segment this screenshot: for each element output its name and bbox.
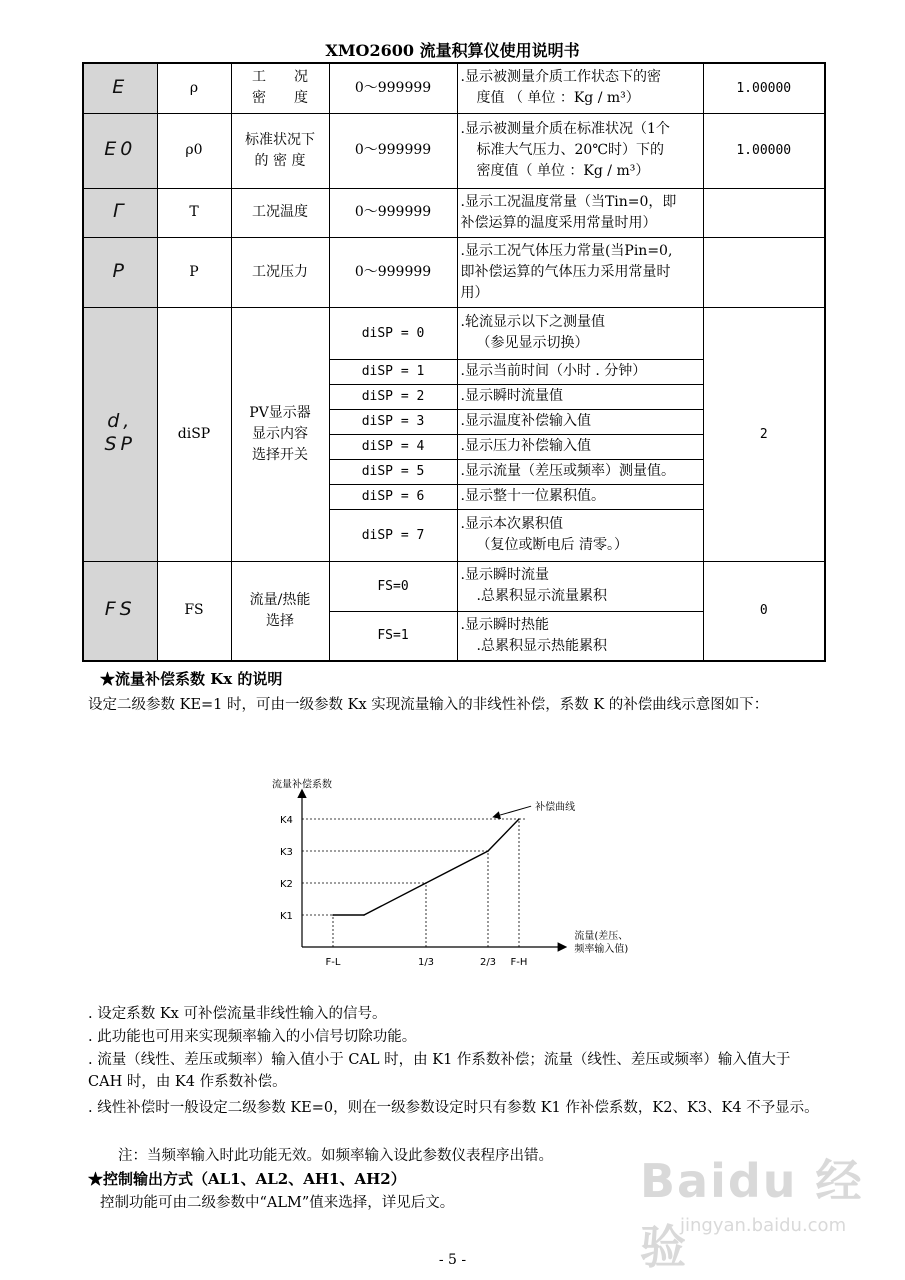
cell-line: .显示压力补偿输入值 xyxy=(460,438,591,454)
display-code: FS xyxy=(104,598,136,621)
cell-line: .显示被测量介质在标准状况（1个 xyxy=(460,121,670,137)
cell-line: 显示内容 xyxy=(252,425,308,442)
cell-line: 标准状况下 xyxy=(245,131,315,148)
description-cell xyxy=(457,188,703,237)
display-code-cell xyxy=(83,188,157,237)
curve-point xyxy=(332,914,334,916)
x-tick-label: F-H xyxy=(510,957,528,968)
option-value-cell: diSP = 6 xyxy=(329,484,457,509)
name-cell xyxy=(231,113,329,188)
watermark-url: jingyan.baidu.com xyxy=(680,1215,847,1236)
x-axis-label-line-1: 流量(差压、 xyxy=(574,931,629,942)
display-code: Γ xyxy=(112,200,128,222)
symbol-cell: P xyxy=(157,237,231,307)
compensation-curve xyxy=(333,819,519,915)
y-tick-label: K3 xyxy=(280,847,293,858)
option-value-cell: diSP = 0 xyxy=(329,307,457,359)
table-row xyxy=(83,188,825,237)
option-value-cell: diSP = 4 xyxy=(329,434,457,459)
default-cell xyxy=(703,237,825,307)
name-cell xyxy=(231,237,329,307)
page-number: - 5 - xyxy=(438,1252,467,1268)
range-cell: 0～999999 xyxy=(329,63,457,113)
option-description-cell xyxy=(457,561,703,611)
display-code-cell xyxy=(83,307,157,561)
note-item: . 此功能也可用来实现频率输入的小信号切除功能。 xyxy=(88,1029,417,1045)
cell-line: 的 密 度 xyxy=(254,152,306,169)
description-cell xyxy=(457,63,703,113)
cell-line: 标准大气压力、20℃时）下的 xyxy=(476,142,664,158)
option-description-cell xyxy=(457,359,703,384)
baidu-watermark xyxy=(640,1145,890,1274)
note-item: . 设定系数 Kx 可补偿流量非线性输入的信号。 xyxy=(88,1006,387,1022)
table-row xyxy=(83,63,825,113)
table-row xyxy=(83,307,825,359)
cell-line: 选择开关 xyxy=(252,446,308,463)
cell-line: 工况温度 xyxy=(252,204,308,220)
display-code-cell xyxy=(83,561,157,661)
symbol-cell: ρ xyxy=(157,63,231,113)
range-cell: 0～999999 xyxy=(329,113,457,188)
display-code-cell xyxy=(83,63,157,113)
table-row xyxy=(83,561,825,611)
curve-annotation-arrow xyxy=(496,806,531,816)
curve-point xyxy=(425,882,427,884)
name-cell xyxy=(231,307,329,561)
cell-line: 度值 （ 单位 ：Kg / m³） xyxy=(476,90,640,107)
name-cell xyxy=(231,188,329,237)
note-item: . 线性补偿时一般设定二级参数 KE=0，则在一级参数设定时只有参数 K1 作补偿系数，K2、K3、K4 不予显示。 xyxy=(88,1100,819,1116)
display-code: E0 xyxy=(104,138,137,160)
display-code: E xyxy=(112,75,129,98)
option-value-cell: diSP = 5 xyxy=(329,459,457,484)
default-cell xyxy=(703,188,825,237)
cell-line: .显示本次累积值 xyxy=(460,516,563,532)
cell-line: .显示瞬时热能 xyxy=(460,616,549,633)
cell-line: 流量/热能 xyxy=(249,591,311,608)
default-cell: 0 xyxy=(703,561,825,661)
description-cell xyxy=(457,237,703,307)
cell-line: 工况压力 xyxy=(252,263,308,280)
alarm-heading-text: ★控制输出方式（AL1、AL2、AH1、AH2） xyxy=(88,1170,406,1188)
default-cell: 1.00000 xyxy=(703,113,825,188)
cell-line: 选择 xyxy=(266,612,294,629)
cell-line: .总累积显示热能累积 xyxy=(476,637,607,654)
range-cell: 0～999999 xyxy=(329,237,457,307)
option-description-cell xyxy=(457,459,703,484)
default-cell: 1.00000 xyxy=(703,63,825,113)
curve-point xyxy=(363,914,365,916)
parameter-table xyxy=(82,62,826,662)
option-value-cell: FS=1 xyxy=(329,611,457,661)
note-item: . 流量（线性、差压或频率）输入值小于 CAL 时，由 K1 作系数补偿；流量（线性、差压或频率）输入值大于 CAH 时，由 K4 作系数补偿。 xyxy=(88,1052,791,1090)
alarm-section-heading xyxy=(88,1168,406,1189)
remark-note: 注：当频率输入时此功能无效。如频率输入设此参数仪表程序出错。 xyxy=(118,1148,553,1164)
option-value-cell: diSP = 3 xyxy=(329,409,457,434)
table-row xyxy=(83,113,825,188)
cell-line: 密 度 xyxy=(252,90,308,107)
curve-point xyxy=(487,850,489,852)
name-cell xyxy=(231,561,329,661)
x-tick-label: 2/3 xyxy=(479,957,497,968)
option-description-cell xyxy=(457,434,703,459)
symbol-cell: FS xyxy=(157,561,231,661)
cell-line: （复位或断电后 清零。） xyxy=(476,537,628,553)
cell-line: .显示被测量介质工作状态下的密 xyxy=(460,69,661,86)
option-value-cell: FS=0 xyxy=(329,561,457,611)
description-cell xyxy=(457,113,703,188)
watermark-logo: Baidu 经验 xyxy=(640,1154,864,1274)
x-tick-label: 1/3 xyxy=(417,957,435,968)
display-code: P xyxy=(112,259,128,282)
option-description-cell xyxy=(457,484,703,509)
cell-line: .显示流量（差压或频率）测量值。 xyxy=(460,463,675,479)
alarm-section-text: 控制功能可由二级参数中“ALM”值来选择，详见后文。 xyxy=(100,1195,455,1211)
option-description-cell xyxy=(457,611,703,661)
curve-point xyxy=(518,818,520,820)
symbol-cell: T xyxy=(157,188,231,237)
y-tick-label: K1 xyxy=(280,911,293,922)
y-tick-label: K2 xyxy=(280,879,293,890)
y-axis-label: 流量补偿系数 xyxy=(272,779,332,791)
symbol-cell: diSP xyxy=(157,307,231,561)
cell-line: 工 况 xyxy=(252,69,308,86)
symbol-cell: ρ0 xyxy=(157,113,231,188)
cell-line: .总累积显示流量累积 xyxy=(476,588,607,604)
cell-line: （参见显示切换） xyxy=(476,335,589,351)
cell-line: .显示工况气体压力常量(当Pin=0, xyxy=(460,242,673,259)
option-description-cell xyxy=(457,307,703,359)
cell-line: .显示瞬时流量 xyxy=(460,567,549,583)
cell-line: 即补偿运算的气体压力采用常量时 xyxy=(460,263,671,280)
display-code-cell xyxy=(83,237,157,307)
cell-line: 密度值（ 单位 ：Kg / m³） xyxy=(476,163,650,179)
curve-annotation-label: 补偿曲线 xyxy=(535,802,576,814)
cell-line: 用） xyxy=(460,284,489,301)
cell-line: .轮流显示以下之测量值 xyxy=(460,314,605,330)
cell-line: .显示当前时间（小时 . 分钟） xyxy=(460,363,647,379)
option-value-cell: diSP = 7 xyxy=(329,509,457,561)
cell-line: .显示瞬时流量值 xyxy=(460,388,563,404)
range-cell: 0～999999 xyxy=(329,188,457,237)
x-axis-label-line-2: 频率输入值) xyxy=(574,944,629,955)
cell-line: .显示温度补偿输入值 xyxy=(460,413,591,429)
cell-line: 补偿运算的温度采用常量时用） xyxy=(460,214,657,231)
cell-line: .显示整十一位累积值。 xyxy=(460,488,605,504)
kx-section-heading: ★流量补偿系数 Kx 的说明 xyxy=(100,670,283,688)
option-description-cell xyxy=(457,509,703,561)
option-description-cell xyxy=(457,384,703,409)
page-header-title: XMO2600 流量积算仪使用说明书 xyxy=(325,41,580,60)
kx-compensation-chart xyxy=(0,715,905,1005)
default-cell: 2 xyxy=(703,307,825,561)
option-value-cell: diSP = 1 xyxy=(329,359,457,384)
cell-line: PV显示器 xyxy=(249,404,311,421)
display-code: d, SP xyxy=(104,410,137,455)
option-description-cell xyxy=(457,409,703,434)
y-tick-label: K4 xyxy=(280,815,293,826)
name-cell xyxy=(231,63,329,113)
display-code-cell xyxy=(83,113,157,188)
cell-line: .显示工况温度常量（当Tin=0，即 xyxy=(460,193,677,210)
option-value-cell: diSP = 2 xyxy=(329,384,457,409)
table-row xyxy=(83,237,825,307)
x-tick-label: F-L xyxy=(325,957,341,968)
kx-intro-text: 设定二级参数 KE=1 时，可由一级参数 Kx 实现流量输入的非线性补偿，系数 K 的补偿曲线示意图如下： xyxy=(88,697,769,713)
